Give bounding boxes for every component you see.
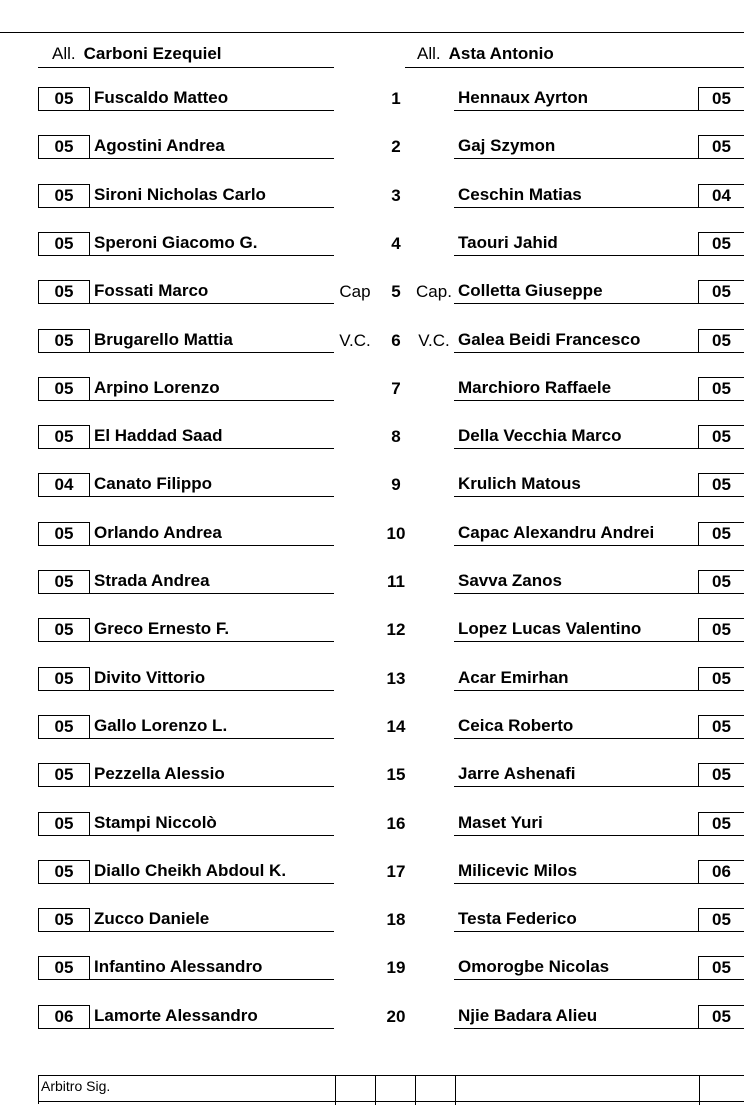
away-player-name: Jarre Ashenafi: [454, 763, 698, 787]
away-player-code: 05: [698, 280, 744, 304]
away-player-code: 05: [698, 715, 744, 739]
away-player-code: 04: [698, 184, 744, 208]
home-player-code: 05: [38, 184, 90, 208]
away-player-name: Marchioro Raffaele: [454, 377, 698, 401]
home-player-name: Strada Andrea: [90, 570, 334, 594]
home-player-code: 05: [38, 135, 90, 159]
home-player-name: Greco Ernesto F.: [90, 618, 334, 642]
home-player-role: Cap: [339, 282, 371, 301]
shirt-number: 16: [386, 814, 406, 833]
home-player-code: 05: [38, 618, 90, 642]
player-row: [0, 1004, 744, 1030]
shirt-number: 4: [391, 234, 401, 253]
referee-table: [38, 1075, 744, 1104]
player-row: [0, 134, 744, 160]
home-player-name: Pezzella Alessio: [90, 763, 334, 787]
top-rule: [0, 32, 744, 33]
home-player-code: 05: [38, 908, 90, 932]
away-player-name: Della Vecchia Marco: [454, 425, 698, 449]
player-row: [0, 859, 744, 885]
away-player-name: Testa Federico: [454, 908, 698, 932]
shirt-number: 19: [386, 958, 406, 977]
away-player-code: 05: [698, 87, 744, 111]
player-row: [0, 811, 744, 837]
home-player-name: Brugarello Mattia: [90, 329, 334, 353]
away-player-code: 05: [698, 1005, 744, 1029]
home-player-name: Gallo Lorenzo L.: [90, 715, 334, 739]
shirt-number: 2: [391, 137, 401, 156]
home-player-name: Orlando Andrea: [90, 522, 334, 546]
player-row: [0, 472, 744, 498]
shirt-number: 17: [386, 862, 406, 881]
player-row: [0, 328, 744, 354]
shirt-number: 20: [386, 1007, 406, 1026]
player-row: [0, 86, 744, 112]
shirt-number: 14: [386, 717, 406, 736]
home-player-name: Stampi Niccolò: [90, 812, 334, 836]
away-player-name: Milicevic Milos: [454, 860, 698, 884]
home-player-name: El Haddad Saad: [90, 425, 334, 449]
home-player-name: Divito Vittorio: [90, 667, 334, 691]
home-player-name: Canato Filippo: [90, 473, 334, 497]
home-player-code: 05: [38, 956, 90, 980]
away-player-code: 05: [698, 570, 744, 594]
away-coach: [405, 44, 744, 68]
shirt-number: 8: [391, 427, 401, 446]
shirt-number: 12: [386, 620, 406, 639]
shirt-number: 10: [386, 524, 406, 543]
away-player-name: Capac Alexandru Andrei: [454, 522, 698, 546]
away-player-role: V.C.: [418, 331, 450, 350]
home-player-name: Sironi Nicholas Carlo: [90, 184, 334, 208]
home-player-name: Diallo Cheikh Abdoul K.: [90, 860, 334, 884]
player-row: [0, 955, 744, 981]
away-player-code: 05: [698, 232, 744, 256]
home-player-code: 05: [38, 522, 90, 546]
shirt-number: 1: [391, 89, 401, 108]
shirt-number: 9: [391, 475, 401, 494]
player-row: [0, 279, 744, 305]
home-player-name: Agostini Andrea: [90, 135, 334, 159]
away-player-code: 06: [698, 860, 744, 884]
away-player-name: Acar Emirhan: [454, 667, 698, 691]
home-coach-name: Carboni Ezequiel: [83, 44, 222, 63]
away-player-code: 05: [698, 425, 744, 449]
away-player-code: 05: [698, 908, 744, 932]
away-player-role: Cap.: [416, 282, 452, 301]
player-row: [0, 569, 744, 595]
referee-label: Arbitro Sig.: [41, 1078, 111, 1094]
away-player-code: 05: [698, 135, 744, 159]
home-player-role: V.C.: [339, 331, 371, 350]
home-player-code: 06: [38, 1005, 90, 1029]
home-player-code: 04: [38, 473, 90, 497]
away-player-code: 05: [698, 667, 744, 691]
away-player-code: 05: [698, 956, 744, 980]
player-row: [0, 424, 744, 450]
home-coach-prefix: All.: [52, 44, 76, 63]
player-row: [0, 231, 744, 257]
home-player-name: Lamorte Alessandro: [90, 1005, 334, 1029]
home-player-code: 05: [38, 812, 90, 836]
home-player-name: Infantino Alessandro: [90, 956, 334, 980]
player-row: [0, 376, 744, 402]
player-row: [0, 521, 744, 547]
home-player-name: Fossati Marco: [90, 280, 334, 304]
home-player-code: 05: [38, 570, 90, 594]
away-player-code: 05: [698, 377, 744, 401]
home-player-name: Speroni Giacomo G.: [90, 232, 334, 256]
away-player-code: 05: [698, 763, 744, 787]
home-player-code: 05: [38, 329, 90, 353]
player-row: [0, 183, 744, 209]
home-coach: [38, 44, 334, 68]
player-row: [0, 762, 744, 788]
home-player-name: Zucco Daniele: [90, 908, 334, 932]
away-player-name: Krulich Matous: [454, 473, 698, 497]
away-player-code: 05: [698, 522, 744, 546]
away-player-code: 05: [698, 812, 744, 836]
home-player-code: 05: [38, 87, 90, 111]
player-row: [0, 714, 744, 740]
home-player-code: 05: [38, 667, 90, 691]
shirt-number: 3: [391, 186, 401, 205]
home-player-code: 05: [38, 715, 90, 739]
home-player-code: 05: [38, 377, 90, 401]
home-player-code: 05: [38, 280, 90, 304]
shirt-number: 7: [391, 379, 401, 398]
home-player-code: 05: [38, 232, 90, 256]
home-player-name: Fuscaldo Matteo: [90, 87, 334, 111]
away-player-name: Colletta Giuseppe: [454, 280, 698, 304]
away-player-name: Hennaux Ayrton: [454, 87, 698, 111]
away-player-name: Ceica Roberto: [454, 715, 698, 739]
away-player-name: Gaj Szymon: [454, 135, 698, 159]
player-row: [0, 617, 744, 643]
player-row: [0, 907, 744, 933]
shirt-number: 11: [387, 572, 405, 591]
referee-rule: [39, 1101, 744, 1102]
shirt-number: 6: [391, 331, 401, 350]
shirt-number: 5: [391, 282, 401, 301]
away-player-code: 05: [698, 329, 744, 353]
away-player-name: Lopez Lucas Valentino: [454, 618, 698, 642]
away-player-name: Savva Zanos: [454, 570, 698, 594]
away-player-name: Njie Badara Alieu: [454, 1005, 698, 1029]
away-coach-name: Asta Antonio: [448, 44, 554, 63]
home-player-code: 05: [38, 860, 90, 884]
home-player-code: 05: [38, 763, 90, 787]
away-player-name: Galea Beidi Francesco: [454, 329, 698, 353]
away-player-name: Omorogbe Nicolas: [454, 956, 698, 980]
shirt-number: 15: [386, 765, 406, 784]
away-coach-prefix: All.: [417, 44, 441, 63]
away-player-name: Maset Yuri: [454, 812, 698, 836]
player-row: [0, 666, 744, 692]
home-player-name: Arpino Lorenzo: [90, 377, 334, 401]
shirt-number: 18: [386, 910, 406, 929]
away-player-code: 05: [698, 618, 744, 642]
shirt-number: 13: [386, 669, 406, 688]
home-player-code: 05: [38, 425, 90, 449]
away-player-name: Taouri Jahid: [454, 232, 698, 256]
away-player-code: 05: [698, 473, 744, 497]
away-player-name: Ceschin Matias: [454, 184, 698, 208]
